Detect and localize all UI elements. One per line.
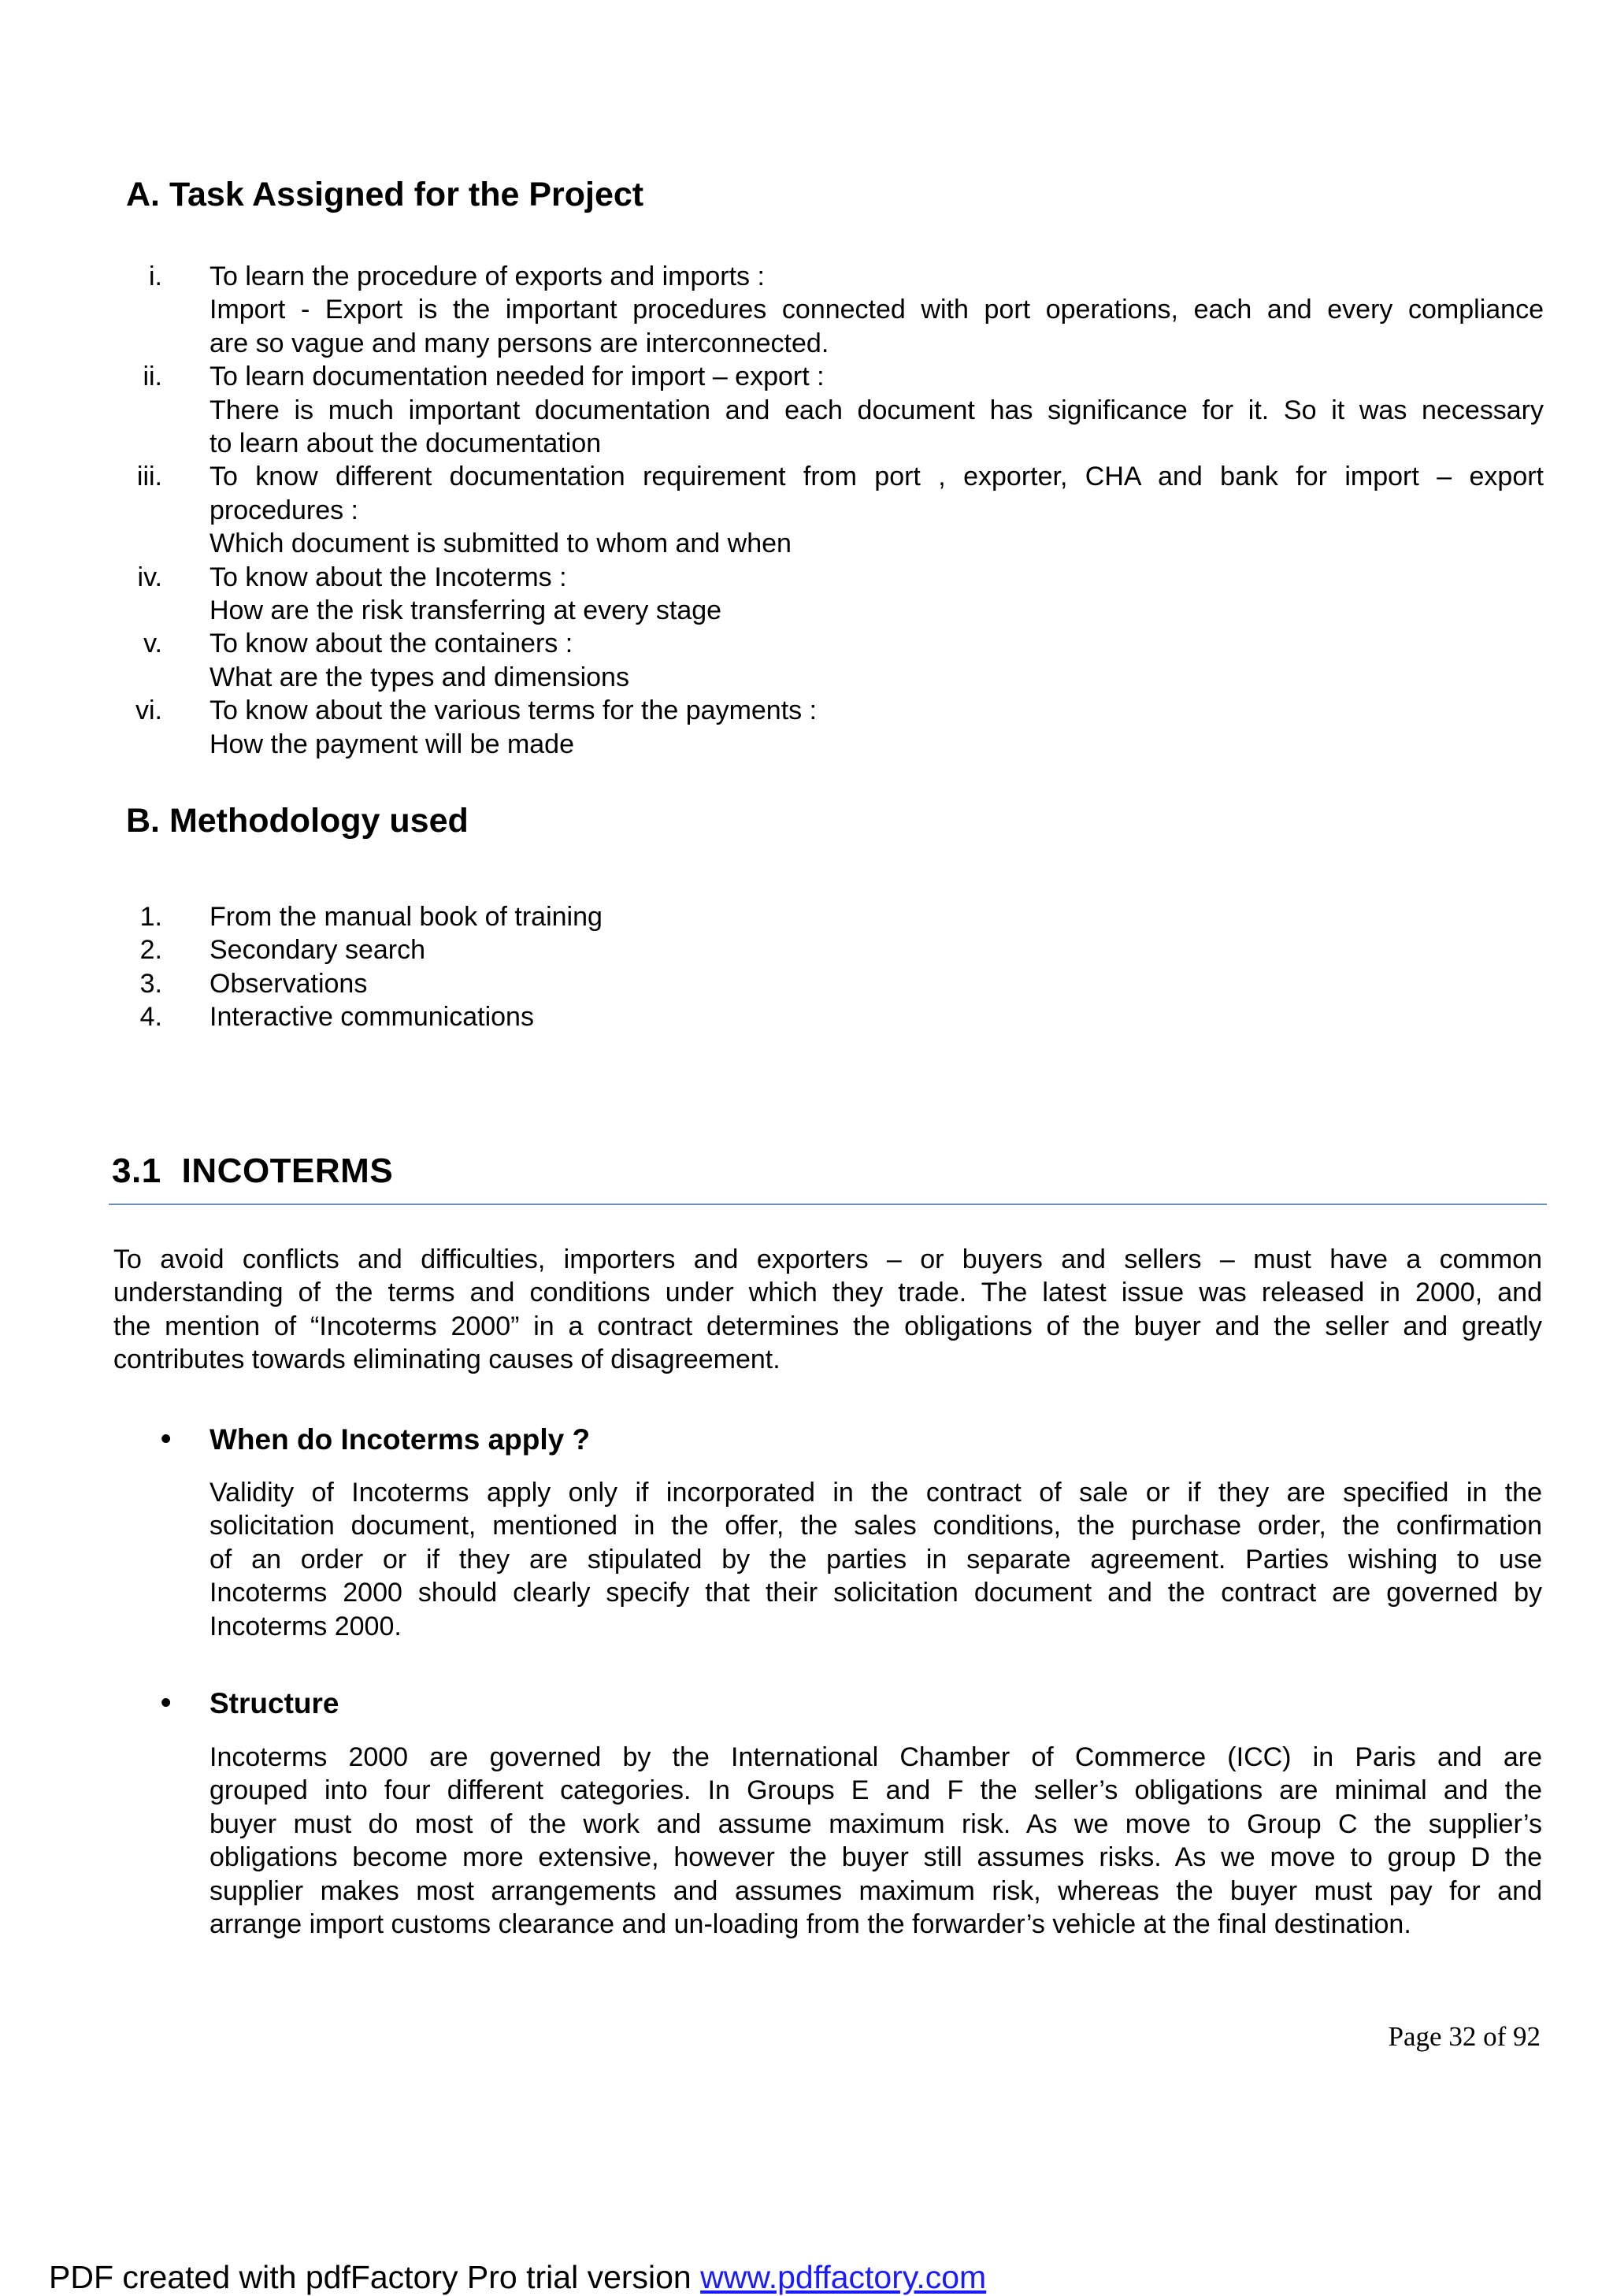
section-a-title: A. Task Assigned for the Project (126, 176, 644, 213)
footer-text: PDF created with pdfFactory Pro trial version (49, 2259, 701, 2295)
task-list (110, 260, 1544, 761)
list-item: 1. From the manual book of training (110, 900, 1544, 933)
list-marker: 2. (139, 935, 162, 966)
when-apply-heading: When do Incoterms apply ? (210, 1423, 591, 1456)
list-marker: 3. (139, 968, 162, 999)
list-marker: iv. (137, 562, 162, 592)
pdf-footer (49, 2259, 986, 2296)
list-marker: vi. (135, 695, 162, 726)
list-marker: i. (149, 261, 162, 291)
list-item: ii. To learn documentation needed for import – export : There is much important documentation and each document has significance for it. So it was necessary to learn about the documentation (110, 360, 1544, 460)
list-item: 2. Secondary search (110, 933, 1544, 966)
methodology-list (110, 900, 1544, 1034)
list-marker: 1. (139, 902, 162, 932)
footer-link[interactable]: www.pdffactory.com (700, 2259, 987, 2295)
list-marker: iii. (136, 462, 162, 492)
section-heading: INCOTERMS (181, 1152, 394, 1190)
page-number: Page 32 of 92 (1388, 2021, 1541, 2052)
section-divider (109, 1204, 1547, 1205)
when-apply-paragraph: Validity of Incoterms apply only if incorporated in the contract of sale or if they are specified in the solicitation document, mentioned in the offer, the sales conditions, the purchase order, the confirmation of an order or if they are stipulated by the parties in separate agreement. Parties wishing to use Incoterms 2000 should clearly specify that their solicitation document and the contract are governed by Incoterms 2000. (210, 1478, 1542, 1641)
list-marker: ii. (143, 362, 162, 392)
list-marker: 4. (139, 1002, 162, 1033)
list-item: v. To know about the containers : What are the types and dimensions (110, 627, 1544, 694)
bullet-icon: • (161, 1686, 172, 1719)
list-item: 4. Interactive communications (110, 1000, 1544, 1033)
structure-paragraph: Incoterms 2000 are governed by the International Chamber of Commerce (ICC) in Paris and are grouped into four different categories. In Groups E and F the seller’s obligations are minimal and the buyer must do most of the work and assume maximum risk. As we move to Group C the supplier’s obligations become more extensive, however the buyer still assumes risks. As we move to group D the supplier makes most arrangements and assumes maximum risk, whereas the buyer must pay for and arrange import customs clearance and un-loading from the forwarder’s vehicle at the final destination. (210, 1742, 1542, 1940)
list-item: vi. To know about the various terms for the payments : How the payment will be made (110, 694, 1544, 761)
bullet-icon: • (161, 1422, 172, 1456)
list-marker: v. (143, 629, 162, 659)
section-3-1-title (112, 1152, 393, 1191)
list-item: iii. To know different documentation requirement from port , exporter, CHA and bank for import – export procedures : Which document is submitted to whom and when (110, 460, 1544, 560)
section-number: 3.1 (112, 1152, 161, 1190)
section-b-title: B. Methodology used (126, 802, 469, 840)
list-item: i. To learn the procedure of exports and imports : Import - Export is the important procedures connected with port operations, each and every compliance are so vague and many persons are interconnected. (110, 260, 1544, 360)
structure-heading: Structure (210, 1687, 339, 1719)
incoterms-intro: To avoid conflicts and difficulties, importers and exporters – or buyers and sellers – must have a common understanding of the terms and conditions under which they trade. The latest issue was released in 2000, and the mention of “Incoterms 2000” in a contract determines the obligations of the buyer and the seller and greatly contributes towards eliminating causes of disagreement. (113, 1244, 1542, 1375)
list-item: 3. Observations (110, 967, 1544, 1000)
list-item: iv. To know about the Incoterms : How are the risk transferring at every stage (110, 561, 1544, 628)
